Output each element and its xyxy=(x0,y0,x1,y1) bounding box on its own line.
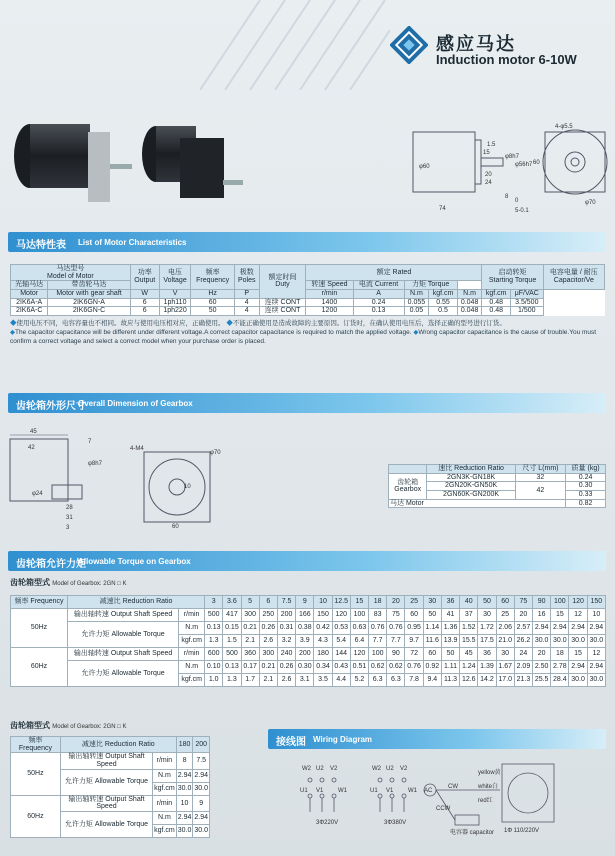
table-row: kgf.cm 1.3 1.5 2.1 2.6 3.2 3.9 4.3 5.4 6.4 7.7 7.7 9.7 11.6 13.9 15.5 17.5 21.0 26.2 30.0 30.0 30.0 30.0 xyxy=(11,635,606,648)
svg-text:red红: red红 xyxy=(478,798,493,804)
svg-text:45: 45 xyxy=(30,429,37,435)
logo-icon xyxy=(390,26,428,64)
svg-text:φ24: φ24 xyxy=(32,491,43,497)
dim-1.5: 1.5 xyxy=(487,142,496,148)
motor-dimension-drawing xyxy=(405,118,610,218)
svg-text:7: 7 xyxy=(88,439,92,445)
svg-text:W2: W2 xyxy=(372,766,381,772)
svg-text:28: 28 xyxy=(66,505,73,511)
table-row: kgf.cm 1.0 1.3 1.7 2.1 2.6 3.1 3.5 4.4 5.2 6.3 6.3 7.8 9.4 11.3 12.6 14.2 17.0 21.3 25.5 28.4 30.0 30.0 xyxy=(11,674,606,687)
section1-en: List of Motor Characteristics xyxy=(78,238,187,247)
dim-phi56h7: φ56h7 xyxy=(515,162,533,168)
svg-text:U2: U2 xyxy=(386,766,394,772)
table-row: 允许力矩 Allowable Torque N.m 0.10 0.13 0.17 0.21 0.26 0.30 0.34 0.43 0.51 0.62 0.62 0.76 0.92 1.11 1.24 1.39 1.67 2.09 2.50 2.78 2.94 2.94 xyxy=(11,661,606,674)
notes: ◆使用电压不同，电容容量也不相同。故应与使用电压相对应，正确使用。 ◆不能正确使用是造成故障的主要原因。订货时，在确认使用电压后，选择正确的型号进行订货。 ◆The capacitor capacitance will be different under different voltage.A correct capacitor capacitance is required to match the applied voltage. ◆Wrong capacitor capacitance is the cause of trouble.You must confirm a correct voltage and select a correct model when your purchase order is placed. xyxy=(10,320,597,345)
svg-text:1Φ 110/220V: 1Φ 110/220V xyxy=(504,828,540,834)
table-row: 2IK6A-C 2IK6GN-C 6 1ph220 50 4 连续 CONT 1200 0.13 0.05 0.5 0.048 0.48 1/500 xyxy=(11,307,605,316)
svg-text:U1: U1 xyxy=(300,788,308,794)
dim-24: 24 xyxy=(485,180,492,186)
table-row: 允许力矩 Allowable Torque N.m 2.94 2.94 xyxy=(11,769,210,782)
dim-4-phi5.5: 4-φ5.5 xyxy=(555,124,573,130)
section1-cn: 马达特性表 xyxy=(16,240,66,251)
dim-15: 15 xyxy=(483,150,490,156)
svg-text:AC: AC xyxy=(424,788,433,794)
dim-20: 20 xyxy=(485,172,492,178)
svg-text:4-M4: 4-M4 xyxy=(130,446,144,452)
svg-text:42: 42 xyxy=(28,445,35,451)
svg-text:U1: U1 xyxy=(370,788,378,794)
title-en: Induction motor 6-10W xyxy=(436,52,577,67)
dim-60: 60 xyxy=(533,160,540,166)
gearbox-front-drawing xyxy=(130,440,240,530)
table-row: 50Hz 输出轴转速 Output Shaft Speed r/min 500 417 300 250 200 166 150 120 100 83 75 60 50 41 37 30 25 20 16 15 12 10 xyxy=(11,609,606,622)
table-row: 60Hz 输出轴转速 Output Shaft Speed r/min 600 500 360 300 240 200 180 144 120 100 90 72 60 50 45 36 30 24 20 18 15 12 xyxy=(11,648,606,661)
wiring-diagram xyxy=(290,760,606,850)
svg-text:φ70: φ70 xyxy=(210,450,221,456)
title-cn: 感应马达 xyxy=(436,34,516,54)
svg-text:V1: V1 xyxy=(316,788,324,794)
table-row: 频率 Frequency 减速比 Reduction Ratio 180 200 xyxy=(11,737,210,753)
section-gearbox-dimension: 齿轮箱外形尺寸 Overall Dimension of Gearbox xyxy=(8,393,606,413)
header xyxy=(0,0,615,90)
svg-text:V2: V2 xyxy=(400,766,408,772)
svg-text:电容器 capacitor: 电容器 capacitor xyxy=(450,830,495,836)
header-decoration xyxy=(200,0,390,90)
dim-phi70: φ70 xyxy=(585,200,596,206)
svg-text:CW: CW xyxy=(448,784,458,790)
gearbox-side-drawing xyxy=(8,425,108,535)
table-row: kgf.cm 30.0 30.0 xyxy=(11,825,210,838)
svg-text:CCW: CCW xyxy=(436,806,451,812)
svg-text:U2: U2 xyxy=(316,766,324,772)
torque-table-2 xyxy=(10,736,210,838)
svg-text:3: 3 xyxy=(66,525,70,531)
svg-text:white白: white白 xyxy=(478,784,499,790)
svg-text:60: 60 xyxy=(172,524,179,530)
svg-text:3Φ380V: 3Φ380V xyxy=(384,820,407,826)
table-row: 频率 Frequency 减速比 Reduction Ratio 3 3.6 5 6 7.5 9 10 12.5 15 18 20 25 30 36 40 50 60 75 90 100 120 150 xyxy=(11,596,606,609)
table-row: kgf.cm 30.0 30.0 xyxy=(11,782,210,795)
svg-text:φ8h7: φ8h7 xyxy=(88,461,102,467)
dim-8: 8 xyxy=(505,194,509,200)
table-row: 60Hz 输出轴转速 Output Shaft Speed r/min 10 9 xyxy=(11,795,210,811)
table-row: 50Hz 输出轴转速 Output Shaft Speed r/min 8 7.5 xyxy=(11,753,210,769)
section-motor-characteristics xyxy=(8,232,606,252)
svg-text:31: 31 xyxy=(66,515,73,521)
table-row: 2IK6A-A 2IK6GN-A 6 1ph110 60 4 连续 CONT 1400 0.24 0.055 0.55 0.048 0.48 3.5/500 xyxy=(11,298,605,307)
torque1-title: 齿轮箱型式 Model of Gearbox: 2GN □ K xyxy=(10,578,127,587)
dim-phi60: φ60 xyxy=(419,164,430,170)
svg-text:V1: V1 xyxy=(386,788,394,794)
section-allowable-torque: 齿轮箱允许力矩 Allowable Torque on Gearbox xyxy=(8,551,606,571)
motor-photos xyxy=(8,118,248,218)
svg-text:W1: W1 xyxy=(408,788,417,794)
dim-0: 0 xyxy=(515,198,519,204)
dim-phi8h7: φ8h7 xyxy=(505,154,519,160)
svg-text:W1: W1 xyxy=(338,788,347,794)
table-row: 允许力矩 Allowable Torque N.m 0.13 0.15 0.21 0.26 0.31 0.38 0.42 0.53 0.63 0.76 0.76 0.95 1.14 1.36 1.52 1.72 2.06 2.57 2.94 2.94 2.94 2.94 xyxy=(11,622,606,635)
svg-text:yellow黄: yellow黄 xyxy=(478,770,501,776)
torque-table-1 xyxy=(10,595,606,687)
table-row: 允许力矩 Allowable Torque N.m 2.94 2.94 xyxy=(11,812,210,825)
svg-text:3Φ220V: 3Φ220V xyxy=(316,820,339,826)
torque2-title: 齿轮箱型式 Model of Gearbox: 2GN □ K xyxy=(10,721,127,730)
svg-text:V2: V2 xyxy=(330,766,338,772)
motor-table: 马达型号 Model of Motor 功率 Output 电压 Voltage 频率 Frequency 极数 Poles 额定时间 Duty 额定 Rated 启动转矩 Starting Torque 电容电量 / 耐压 Capacitor/Ve 光轴马达 带齿轮马达 转速 Speed 电流 Current 力矩 Torque Motor Motor with gear shaft W V Hz P r/min A N.m kgf.cm N.m kgf.cm μF/VAC 2IK6A-A 2IK6GN-A 6 1ph110 60 4 连续 CONT 1400 0.24 0.055 0.55 0.048 0.48 3.5/500 2IK6A-C 2IK6GN-C 6 1ph220 50 4 连续 CONT 1200 0.13 0.05 0.5 0.048 0.48 1/500 xyxy=(10,264,605,316)
ratio-table: 速比 Reduction Ratio 尺寸 L(mm) 质量 (kg) 齿轮箱 Gearbox 2GN3K-GN18K 32 0.24 2GN20K-GN50K 42 0.30 2GN60K-GN200K 0.33 马达 Motor 0.82 xyxy=(388,464,606,508)
svg-text:W2: W2 xyxy=(302,766,311,772)
dim-5-0.1: 5-0.1 xyxy=(515,208,529,214)
dim-74: 74 xyxy=(439,206,446,212)
section-wiring-diagram: 接线图 Wiring Diagram xyxy=(268,729,606,749)
svg-text:10: 10 xyxy=(184,484,191,490)
